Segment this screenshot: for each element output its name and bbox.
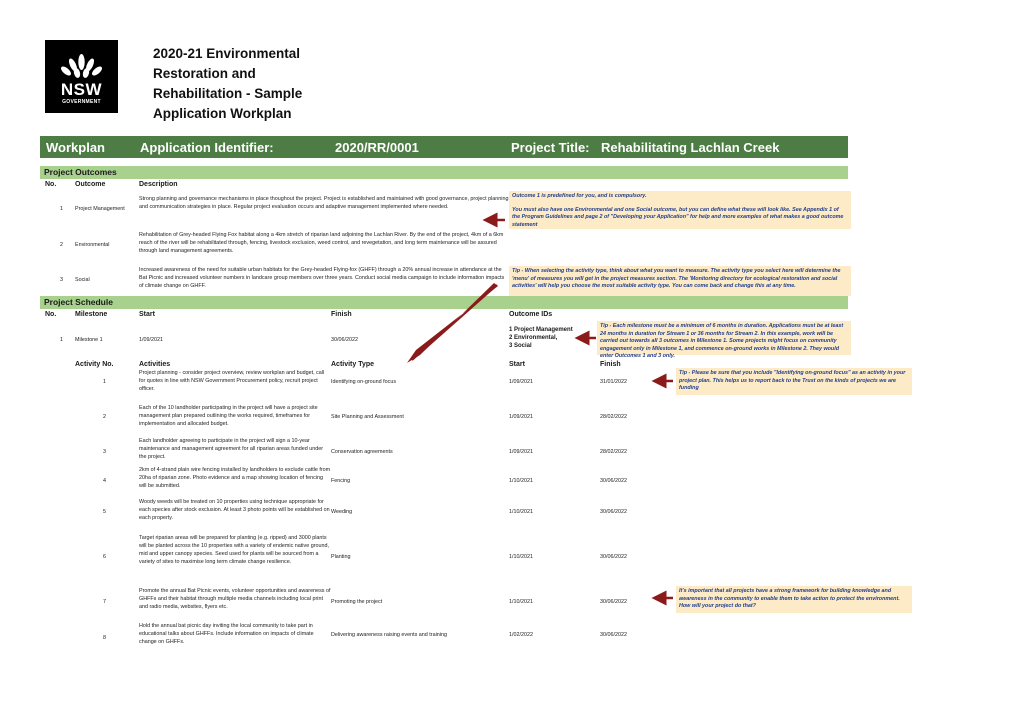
activity-no: 4 xyxy=(103,478,106,484)
activity-description: Hold the annual bat picnic day inviting the local community to take part in educational talks about GHFFs. Include information on impacts of climate change on GHFFs. xyxy=(139,623,314,645)
activity-finish: 30/06/2022 xyxy=(600,632,627,638)
outcomes-col-description: Description xyxy=(139,181,178,188)
activity-finish: 28/02/2022 xyxy=(600,449,627,455)
project-schedule-header: Project Schedule xyxy=(40,296,848,309)
activity-description: Target riparian areas will be prepared for planting (e.g. ripped) and 3000 plants will be planted across the 10 properties with a variety of endemic native ground, mid and upper canopy species. Seed used for plants will be sourced from a variety of sites to maximise long term climate change resilience. xyxy=(139,535,329,565)
activity-start: 1/10/2021 xyxy=(509,509,533,515)
milestone-finish: 30/06/2022 xyxy=(331,337,358,343)
milestone-start: 1/09/2021 xyxy=(139,337,163,343)
logo-brand: NSW xyxy=(60,80,103,99)
tip-outcomes-line1: Outcome 1 is predefined for you, and is compulsory. xyxy=(512,193,647,199)
schedule-col-outcome-ids: Outcome IDs xyxy=(509,311,553,318)
activity-finish: 30/06/2022 xyxy=(600,509,627,515)
activity-start: 1/09/2021 xyxy=(509,379,533,385)
activity-start: 1/10/2021 xyxy=(509,554,533,560)
activity-start: 1/10/2021 xyxy=(509,599,533,605)
application-identifier-value: 2020/RR/0001 xyxy=(335,140,419,155)
schedule-col-no: No. xyxy=(45,311,57,318)
schedule-col-finish: Finish xyxy=(331,311,352,318)
activity-type: Conservation agreements xyxy=(331,449,393,455)
application-identifier-label: Application Identifier: xyxy=(140,140,274,155)
activity-finish: 30/06/2022 xyxy=(600,478,627,484)
milestone-name: Milestone 1 xyxy=(75,337,103,343)
outcome-id: 3 Social xyxy=(509,343,532,349)
activity-no: 6 xyxy=(103,554,106,560)
title-line: Restoration and xyxy=(153,66,256,81)
activity-description: 2km of 4-strand plain wire fencing installed by landholders to exclude cattle from 20ha of riparian zone. Photo evidence and a map showing location of fencing will be submitted. xyxy=(139,467,331,489)
workplan-label: Workplan xyxy=(46,140,105,155)
activity-type: Identifying on-ground focus xyxy=(331,379,397,385)
title-line: Application Workplan xyxy=(153,106,292,121)
outcome-id: 2 Environmental, xyxy=(509,335,558,341)
activity-col-no: Activity No. xyxy=(75,361,114,368)
outcomes-col-outcome: Outcome xyxy=(75,181,106,188)
activity-type: Planting xyxy=(331,554,351,560)
activity-description: Each of the 10 landholder participating in the project will have a project site management plan prepared outlining the works required, timeframes for implementation and allocated budget. xyxy=(139,405,318,427)
activity-start: 1/02/2022 xyxy=(509,632,533,638)
activity-finish: 30/06/2022 xyxy=(600,599,627,605)
title-line: Rehabilitation - Sample xyxy=(153,86,303,101)
outcomes-col-no: No. xyxy=(45,181,57,188)
outcome-name: Environmental xyxy=(75,242,110,248)
schedule-col-milestone: Milestone xyxy=(75,311,108,318)
outcome-no: 3 xyxy=(60,277,63,283)
activity-start: 1/09/2021 xyxy=(509,414,533,420)
outcome-id: 1 Project Management xyxy=(509,327,573,333)
activity-start: 1/10/2021 xyxy=(509,478,533,484)
activity-no: 1 xyxy=(103,379,106,385)
activity-type: Promoting the project xyxy=(331,599,383,605)
tip-identifying-focus: Tip - Please be sure that you include "Identifying on-ground focus" as an activity in your project plan. This helps us to report back to the Trust on the kinds of projects we are funding xyxy=(676,368,912,395)
activity-type: Delivering awareness raising events and training xyxy=(331,632,447,638)
tip-outcomes-line2: You must also have one Environmental and one Social outcome, but you can define what these will look like. See Appendix 1 of the Program Guidelines and page 2 of "Developing your Application" for help and more examples of what makes a good outcome statement xyxy=(512,206,844,228)
activity-no: 5 xyxy=(103,509,106,515)
activity-description: Each landholder agreeing to participate in the project will sign a 10-year maintenance and management agreement for all riparian areas funded under the project. xyxy=(139,438,323,460)
tip-milestone: Tip - Each milestone must be a minimum of 6 months in duration. Applications must be at least 24 months in duration for Stream 1 or 36 months for Stream 2. In this example, work will be carried out towards all 3 outcomes in Milestone 1. Some projects might focus on community engagement only in Milestone 1, and commence on-ground works in Milestone 2. They would enter Outcomes 1 and 3 only. xyxy=(597,321,851,355)
activity-col-finish: Finish xyxy=(600,361,621,368)
milestone-no: 1 xyxy=(60,337,63,343)
project-title-value: Rehabilitating Lachlan Creek xyxy=(601,140,780,155)
long-arrow-icon xyxy=(407,283,498,363)
logo-subtitle: GOVERNMENT xyxy=(62,99,101,105)
tip-awareness: It's important that all projects have a strong framework for building knowledge and awareness in the community to enable them to take action to protect the environment. How will your project do that? xyxy=(676,586,912,613)
outcome-description: Rehabilitation of Grey-headed Flying Fox habitat along a 4km stretch of riparian land adjoining the Lachlan River. By the end of the project, 4km of a 6km reach of the river will be rehabilitated through, fencing, livestock exclusion, weed control, and revegetation, and long term maintenance will be assured through land management agreements. xyxy=(139,232,504,254)
activity-col-start: Start xyxy=(509,361,525,368)
activity-col-type: Activity Type xyxy=(331,361,375,368)
activity-finish: 28/02/2022 xyxy=(600,414,627,420)
outcome-name: Project Management xyxy=(75,206,125,212)
project-title-label: Project Title: xyxy=(511,140,590,155)
activity-start: 1/09/2021 xyxy=(509,449,533,455)
outcome-description: Increased awareness of the need for suitable urban habitats for the Grey-headed Flying-fox (GHFF) through a 20% annual increase in attendance at the Bat Picnic and increased volunteer numbers in landcare group members over three years. Conduct social media campaign to include information impacts of climate change on GHFF. xyxy=(139,267,505,289)
outcome-name: Social xyxy=(75,277,90,283)
project-outcomes-header: Project Outcomes xyxy=(40,166,848,179)
activity-type: Weeding xyxy=(331,509,353,515)
outcome-description: Strong planning and governance mechanisms in place thoughout the project. Project is established and maintained with good governance, project planning and communication strategies in place. Regular project evaluation occurs and adaptive management implemented where needed. xyxy=(139,196,509,210)
activity-finish: 30/06/2022 xyxy=(600,554,627,560)
activity-description: Promote the annual Bat Picnic events, volunteer opportunities and awareness of GHFFs and their habitat through multiple media channels including local print and radio media, websites, flyers etc. xyxy=(139,588,331,610)
outcome-no: 1 xyxy=(60,206,63,212)
activity-finish: 31/01/2022 xyxy=(600,379,627,385)
activity-description: Woody weeds will be treated on 10 properties using technique appropriate for each species after stock exclusion. At least 3 photo points will be established on each property. xyxy=(139,499,330,521)
activity-description: Project planning - consider project overview, review workplan and budget, call for quotes in line with NSW Government Procurement policy, recruit project officer. xyxy=(139,370,325,392)
activity-no: 7 xyxy=(103,599,106,605)
tip-activity-type: Tip - When selecting the activity type, think about what you want to measure. The activity type you select here will determine the 'menu' of measures you will get in the project measures section. The 'Monitoring directory for ecological restoration and social activities' will help you choose the most suitable activity type. You can come back and change this at any time. xyxy=(509,266,851,296)
activity-type: Fencing xyxy=(331,478,351,484)
schedule-col-start: Start xyxy=(139,311,155,318)
activity-type: Site Planning and Assessment xyxy=(331,414,404,420)
outcome-no: 2 xyxy=(60,242,63,248)
activity-no: 8 xyxy=(103,635,106,641)
title-line: 2020-21 Environmental xyxy=(153,46,301,61)
activity-no: 2 xyxy=(103,414,106,420)
activity-col-activities: Activities xyxy=(139,361,171,368)
activity-no: 3 xyxy=(103,449,106,455)
